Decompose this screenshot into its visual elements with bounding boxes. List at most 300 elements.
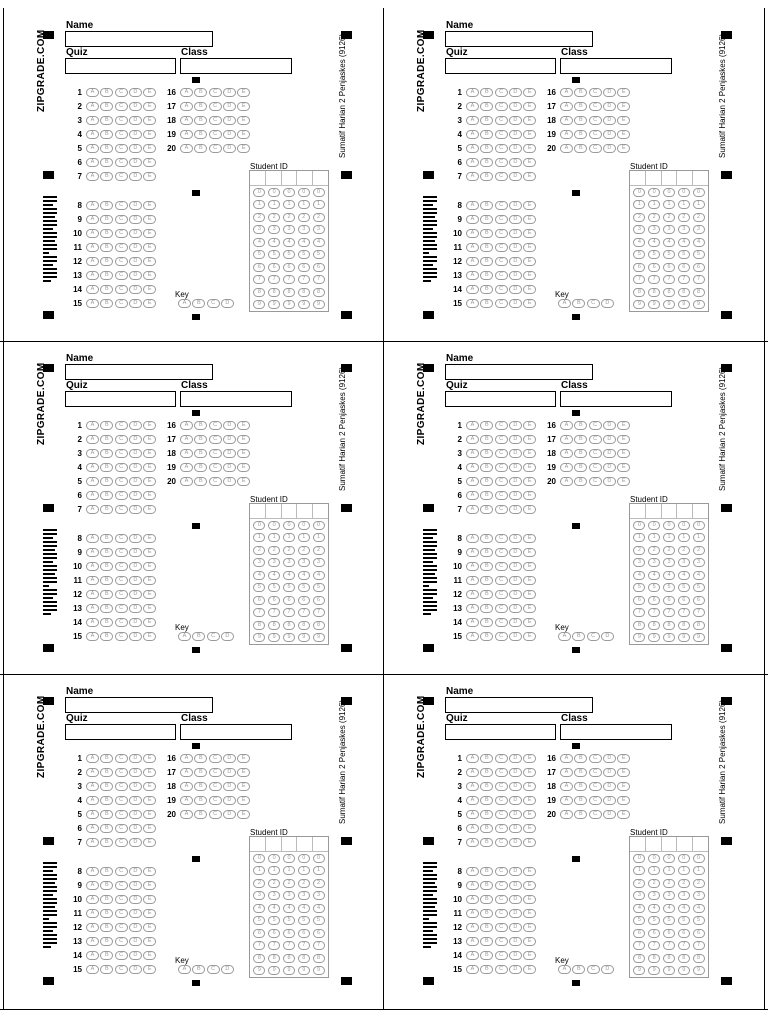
answer-bubble-d[interactable]: D [129, 534, 142, 543]
answer-bubble-c[interactable]: C [495, 754, 508, 763]
student-id-bubble[interactable]: 7 [253, 275, 265, 284]
answer-bubble-b[interactable]: B [194, 144, 207, 153]
student-id-bubble[interactable]: 9 [663, 966, 675, 975]
answer-bubble-a[interactable]: A [86, 951, 99, 960]
answer-bubble-b[interactable]: B [100, 937, 113, 946]
student-id-bubble[interactable]: 1 [693, 533, 705, 542]
student-id-bubble[interactable]: 6 [648, 263, 660, 272]
answer-bubble-a[interactable]: A [86, 590, 99, 599]
answer-bubble-c[interactable]: C [589, 754, 602, 763]
answer-bubble-e[interactable]: E [617, 88, 630, 97]
answer-bubble-b[interactable]: B [480, 449, 493, 458]
student-id-bubble[interactable]: 1 [298, 200, 310, 209]
answer-bubble-c[interactable]: C [115, 172, 128, 181]
answer-bubble-e[interactable]: E [617, 782, 630, 791]
answer-bubble-d[interactable]: D [223, 144, 236, 153]
key-bubble-a[interactable]: A [558, 299, 571, 308]
answer-bubble-b[interactable]: B [100, 229, 113, 238]
answer-bubble-b[interactable]: B [480, 632, 493, 641]
answer-bubble-e[interactable]: E [523, 867, 536, 876]
student-id-bubble[interactable]: 6 [298, 929, 310, 938]
answer-bubble-c[interactable]: C [589, 796, 602, 805]
answer-bubble-c[interactable]: C [495, 201, 508, 210]
answer-bubble-c[interactable]: C [495, 937, 508, 946]
answer-bubble-b[interactable]: B [194, 88, 207, 97]
answer-bubble-d[interactable]: D [223, 754, 236, 763]
student-id-bubble[interactable]: 0 [633, 854, 645, 863]
answer-bubble-b[interactable]: B [480, 796, 493, 805]
student-id-bubble[interactable]: 2 [663, 879, 675, 888]
answer-bubble-b[interactable]: B [100, 449, 113, 458]
student-id-bubble[interactable]: 5 [298, 916, 310, 925]
student-id-bubble[interactable]: 9 [298, 966, 310, 975]
answer-bubble-c[interactable]: C [209, 102, 222, 111]
student-id-bubble[interactable]: 6 [678, 263, 690, 272]
answer-bubble-d[interactable]: D [129, 548, 142, 557]
student-id-bubble[interactable]: 0 [283, 188, 295, 197]
answer-bubble-b[interactable]: B [194, 754, 207, 763]
answer-bubble-e[interactable]: E [617, 810, 630, 819]
answer-bubble-d[interactable]: D [509, 172, 522, 181]
answer-bubble-a[interactable]: A [180, 102, 193, 111]
answer-bubble-b[interactable]: B [100, 923, 113, 932]
answer-bubble-b[interactable]: B [100, 215, 113, 224]
student-id-bubble[interactable]: 1 [253, 866, 265, 875]
answer-bubble-a[interactable]: A [560, 754, 573, 763]
answer-bubble-e[interactable]: E [237, 421, 250, 430]
student-id-bubble[interactable]: 4 [253, 904, 265, 913]
answer-bubble-b[interactable]: B [480, 965, 493, 974]
student-id-bubble[interactable]: 1 [693, 200, 705, 209]
answer-bubble-e[interactable]: E [523, 102, 536, 111]
student-id-bubble[interactable]: 6 [268, 263, 280, 272]
answer-bubble-b[interactable]: B [100, 243, 113, 252]
answer-bubble-b[interactable]: B [480, 909, 493, 918]
answer-bubble-e[interactable]: E [523, 201, 536, 210]
key-bubble-b[interactable]: B [192, 965, 205, 974]
answer-bubble-d[interactable]: D [603, 768, 616, 777]
answer-bubble-c[interactable]: C [495, 257, 508, 266]
answer-bubble-b[interactable]: B [100, 257, 113, 266]
student-id-bubble[interactable]: 5 [253, 916, 265, 925]
student-id-bubble[interactable]: 9 [298, 633, 310, 642]
student-id-box[interactable] [297, 171, 313, 185]
student-id-bubble[interactable]: 0 [663, 854, 675, 863]
answer-bubble-a[interactable]: A [180, 477, 193, 486]
answer-bubble-c[interactable]: C [495, 796, 508, 805]
student-id-bubble[interactable]: 1 [678, 866, 690, 875]
student-id-bubble[interactable]: 8 [648, 288, 660, 297]
student-id-bubble[interactable]: 4 [298, 571, 310, 580]
answer-bubble-e[interactable]: E [143, 576, 156, 585]
answer-bubble-b[interactable]: B [480, 102, 493, 111]
student-id-bubble[interactable]: 6 [313, 263, 325, 272]
answer-bubble-a[interactable]: A [466, 895, 479, 904]
student-id-bubble[interactable]: 2 [648, 546, 660, 555]
answer-bubble-a[interactable]: A [560, 421, 573, 430]
answer-bubble-c[interactable]: C [495, 130, 508, 139]
student-id-bubble[interactable]: 2 [678, 213, 690, 222]
answer-bubble-b[interactable]: B [480, 299, 493, 308]
student-id-bubble[interactable]: 0 [663, 521, 675, 530]
answer-bubble-b[interactable]: B [480, 604, 493, 613]
answer-bubble-b[interactable]: B [480, 881, 493, 890]
answer-bubble-c[interactable]: C [115, 632, 128, 641]
student-id-bubble[interactable]: 7 [648, 941, 660, 950]
student-id-bubble[interactable]: 9 [268, 966, 280, 975]
student-id-bubble[interactable]: 2 [268, 546, 280, 555]
answer-bubble-b[interactable]: B [194, 421, 207, 430]
answer-bubble-a[interactable]: A [180, 421, 193, 430]
answer-bubble-b[interactable]: B [194, 477, 207, 486]
student-id-bubble[interactable]: 8 [678, 954, 690, 963]
answer-bubble-a[interactable]: A [86, 299, 99, 308]
answer-bubble-e[interactable]: E [523, 491, 536, 500]
answer-bubble-c[interactable]: C [115, 299, 128, 308]
answer-bubble-d[interactable]: D [223, 421, 236, 430]
answer-bubble-b[interactable]: B [574, 796, 587, 805]
answer-bubble-e[interactable]: E [143, 88, 156, 97]
answer-bubble-b[interactable]: B [100, 102, 113, 111]
answer-bubble-b[interactable]: B [574, 435, 587, 444]
student-id-bubble[interactable]: 9 [633, 300, 645, 309]
answer-bubble-c[interactable]: C [495, 632, 508, 641]
answer-bubble-d[interactable]: D [129, 838, 142, 847]
student-id-bubble[interactable]: 6 [633, 596, 645, 605]
answer-bubble-c[interactable]: C [495, 144, 508, 153]
student-id-bubble[interactable]: 8 [633, 288, 645, 297]
answer-bubble-a[interactable]: A [466, 548, 479, 557]
answer-bubble-e[interactable]: E [523, 590, 536, 599]
answer-bubble-d[interactable]: D [509, 463, 522, 472]
answer-bubble-c[interactable]: C [589, 116, 602, 125]
answer-bubble-a[interactable]: A [560, 435, 573, 444]
student-id-bubble[interactable]: 7 [678, 608, 690, 617]
answer-bubble-c[interactable]: C [495, 435, 508, 444]
answer-bubble-d[interactable]: D [509, 88, 522, 97]
student-id-bubble[interactable]: 0 [633, 521, 645, 530]
answer-bubble-b[interactable]: B [100, 534, 113, 543]
student-id-bubble[interactable]: 2 [313, 213, 325, 222]
student-id-bubble[interactable]: 1 [268, 866, 280, 875]
answer-bubble-d[interactable]: D [509, 243, 522, 252]
answer-bubble-c[interactable]: C [115, 838, 128, 847]
student-id-bubble[interactable]: 2 [633, 879, 645, 888]
answer-bubble-a[interactable]: A [466, 754, 479, 763]
answer-bubble-d[interactable]: D [603, 116, 616, 125]
student-id-bubble[interactable]: 9 [253, 300, 265, 309]
student-id-bubble[interactable]: 3 [253, 558, 265, 567]
student-id-bubble[interactable]: 0 [678, 854, 690, 863]
answer-bubble-c[interactable]: C [115, 548, 128, 557]
answer-bubble-e[interactable]: E [143, 449, 156, 458]
answer-bubble-b[interactable]: B [480, 754, 493, 763]
answer-bubble-e[interactable]: E [237, 477, 250, 486]
answer-bubble-c[interactable]: C [209, 421, 222, 430]
student-id-bubble[interactable]: 7 [633, 941, 645, 950]
answer-bubble-a[interactable]: A [86, 130, 99, 139]
answer-bubble-d[interactable]: D [223, 88, 236, 97]
answer-bubble-c[interactable]: C [495, 909, 508, 918]
answer-bubble-c[interactable]: C [495, 895, 508, 904]
answer-bubble-b[interactable]: B [100, 754, 113, 763]
answer-bubble-e[interactable]: E [237, 435, 250, 444]
answer-bubble-c[interactable]: C [115, 477, 128, 486]
answer-bubble-d[interactable]: D [509, 285, 522, 294]
answer-bubble-d[interactable]: D [509, 895, 522, 904]
answer-bubble-e[interactable]: E [143, 285, 156, 294]
answer-bubble-b[interactable]: B [480, 505, 493, 514]
quiz-field[interactable] [65, 724, 176, 740]
answer-bubble-b[interactable]: B [480, 923, 493, 932]
student-id-bubble[interactable]: 8 [253, 954, 265, 963]
student-id-bubble[interactable]: 3 [283, 225, 295, 234]
student-id-bubble[interactable]: 4 [648, 238, 660, 247]
answer-bubble-a[interactable]: A [466, 937, 479, 946]
answer-bubble-d[interactable]: D [223, 796, 236, 805]
student-id-bubble[interactable]: 7 [268, 608, 280, 617]
answer-bubble-e[interactable]: E [523, 257, 536, 266]
answer-bubble-c[interactable]: C [495, 116, 508, 125]
student-id-bubble[interactable]: 9 [313, 633, 325, 642]
student-id-bubble[interactable]: 3 [253, 225, 265, 234]
answer-bubble-e[interactable]: E [143, 435, 156, 444]
answer-bubble-e[interactable]: E [237, 130, 250, 139]
answer-bubble-d[interactable]: D [129, 505, 142, 514]
answer-bubble-e[interactable]: E [523, 824, 536, 833]
answer-bubble-b[interactable]: B [100, 299, 113, 308]
student-id-bubble[interactable]: 2 [648, 879, 660, 888]
student-id-bubble[interactable]: 2 [693, 546, 705, 555]
answer-bubble-d[interactable]: D [509, 215, 522, 224]
student-id-bubble[interactable]: 1 [268, 533, 280, 542]
key-bubble-b[interactable]: B [192, 299, 205, 308]
student-id-bubble[interactable]: 4 [268, 571, 280, 580]
answer-bubble-a[interactable]: A [86, 172, 99, 181]
answer-bubble-c[interactable]: C [115, 158, 128, 167]
answer-bubble-b[interactable]: B [194, 768, 207, 777]
student-id-bubble[interactable]: 9 [693, 966, 705, 975]
answer-bubble-e[interactable]: E [523, 937, 536, 946]
answer-bubble-d[interactable]: D [603, 754, 616, 763]
answer-bubble-d[interactable]: D [223, 449, 236, 458]
answer-bubble-a[interactable]: A [466, 491, 479, 500]
student-id-bubble[interactable]: 9 [648, 300, 660, 309]
key-bubble-b[interactable]: B [572, 965, 585, 974]
student-id-bubble[interactable]: 2 [298, 546, 310, 555]
student-id-bubble[interactable]: 2 [693, 213, 705, 222]
answer-bubble-b[interactable]: B [480, 285, 493, 294]
student-id-bubble[interactable]: 6 [313, 929, 325, 938]
student-id-bubble[interactable]: 4 [268, 904, 280, 913]
answer-bubble-b[interactable]: B [480, 144, 493, 153]
answer-bubble-e[interactable]: E [143, 768, 156, 777]
student-id-bubble[interactable]: 1 [678, 533, 690, 542]
answer-bubble-e[interactable]: E [143, 796, 156, 805]
answer-bubble-b[interactable]: B [100, 881, 113, 890]
student-id-bubble[interactable]: 0 [693, 188, 705, 197]
answer-bubble-b[interactable]: B [100, 505, 113, 514]
key-bubble-b[interactable]: B [572, 299, 585, 308]
answer-bubble-a[interactable]: A [560, 810, 573, 819]
student-id-bubble[interactable]: 9 [268, 633, 280, 642]
answer-bubble-e[interactable]: E [143, 158, 156, 167]
answer-bubble-b[interactable]: B [480, 867, 493, 876]
answer-bubble-c[interactable]: C [495, 604, 508, 613]
answer-bubble-a[interactable]: A [560, 116, 573, 125]
student-id-bubble[interactable]: 6 [283, 263, 295, 272]
student-id-bubble[interactable]: 8 [268, 288, 280, 297]
answer-bubble-c[interactable]: C [589, 810, 602, 819]
answer-bubble-e[interactable]: E [143, 965, 156, 974]
student-id-bubble[interactable]: 3 [633, 558, 645, 567]
student-id-bubble[interactable]: 7 [268, 941, 280, 950]
answer-bubble-b[interactable]: B [100, 477, 113, 486]
answer-bubble-e[interactable]: E [523, 548, 536, 557]
answer-bubble-a[interactable]: A [466, 796, 479, 805]
student-id-bubble[interactable]: 8 [283, 621, 295, 630]
answer-bubble-a[interactable]: A [86, 782, 99, 791]
student-id-bubble[interactable]: 9 [648, 633, 660, 642]
student-id-bubble[interactable]: 9 [678, 633, 690, 642]
answer-bubble-d[interactable]: D [129, 754, 142, 763]
student-id-bubble[interactable]: 7 [253, 941, 265, 950]
answer-bubble-d[interactable]: D [129, 618, 142, 627]
key-bubble-a[interactable]: A [558, 632, 571, 641]
answer-bubble-d[interactable]: D [129, 299, 142, 308]
answer-bubble-e[interactable]: E [143, 951, 156, 960]
answer-bubble-c[interactable]: C [209, 463, 222, 472]
student-id-bubble[interactable]: 5 [663, 583, 675, 592]
student-id-bubble[interactable]: 3 [663, 891, 675, 900]
student-id-box[interactable] [297, 504, 313, 518]
answer-bubble-e[interactable]: E [617, 449, 630, 458]
answer-bubble-d[interactable]: D [129, 449, 142, 458]
student-id-bubble[interactable]: 1 [298, 533, 310, 542]
answer-bubble-a[interactable]: A [466, 965, 479, 974]
student-id-bubble[interactable]: 3 [693, 225, 705, 234]
answer-bubble-d[interactable]: D [509, 421, 522, 430]
student-id-bubble[interactable]: 2 [298, 879, 310, 888]
answer-bubble-a[interactable]: A [86, 158, 99, 167]
student-id-bubble[interactable]: 5 [648, 916, 660, 925]
answer-bubble-d[interactable]: D [603, 88, 616, 97]
student-id-bubble[interactable]: 5 [268, 916, 280, 925]
student-id-bubble[interactable]: 5 [648, 250, 660, 259]
answer-bubble-e[interactable]: E [617, 421, 630, 430]
student-id-bubble[interactable]: 3 [663, 225, 675, 234]
answer-bubble-b[interactable]: B [480, 88, 493, 97]
answer-bubble-a[interactable]: A [180, 88, 193, 97]
student-id-bubble[interactable]: 3 [693, 891, 705, 900]
answer-bubble-a[interactable]: A [86, 435, 99, 444]
answer-bubble-e[interactable]: E [523, 285, 536, 294]
answer-bubble-e[interactable]: E [523, 243, 536, 252]
answer-bubble-c[interactable]: C [589, 435, 602, 444]
student-id-bubble[interactable]: 4 [298, 904, 310, 913]
class-field[interactable] [560, 391, 672, 407]
student-id-box[interactable] [630, 171, 646, 185]
answer-bubble-d[interactable]: D [129, 130, 142, 139]
student-id-box[interactable] [693, 837, 708, 851]
answer-bubble-e[interactable]: E [523, 909, 536, 918]
answer-bubble-e[interactable]: E [523, 838, 536, 847]
student-id-bubble[interactable]: 4 [268, 238, 280, 247]
answer-bubble-a[interactable]: A [466, 257, 479, 266]
answer-bubble-a[interactable]: A [86, 604, 99, 613]
answer-bubble-b[interactable]: B [574, 449, 587, 458]
answer-bubble-d[interactable]: D [509, 618, 522, 627]
student-id-bubble[interactable]: 6 [253, 596, 265, 605]
answer-bubble-d[interactable]: D [603, 810, 616, 819]
answer-bubble-d[interactable]: D [509, 768, 522, 777]
answer-bubble-a[interactable]: A [560, 782, 573, 791]
answer-bubble-a[interactable]: A [466, 604, 479, 613]
answer-bubble-e[interactable]: E [617, 144, 630, 153]
student-id-bubble[interactable]: 1 [633, 533, 645, 542]
key-bubble-d[interactable]: D [601, 299, 614, 308]
answer-bubble-c[interactable]: C [495, 243, 508, 252]
answer-bubble-a[interactable]: A [180, 754, 193, 763]
student-id-bubble[interactable]: 1 [298, 866, 310, 875]
answer-bubble-c[interactable]: C [115, 562, 128, 571]
answer-bubble-e[interactable]: E [523, 144, 536, 153]
student-id-bubble[interactable]: 8 [633, 954, 645, 963]
answer-bubble-b[interactable]: B [480, 257, 493, 266]
answer-bubble-d[interactable]: D [223, 810, 236, 819]
student-id-bubble[interactable]: 9 [663, 633, 675, 642]
answer-bubble-c[interactable]: C [495, 881, 508, 890]
answer-bubble-e[interactable]: E [143, 782, 156, 791]
student-id-bubble[interactable]: 5 [693, 583, 705, 592]
answer-bubble-c[interactable]: C [589, 477, 602, 486]
answer-bubble-a[interactable]: A [560, 88, 573, 97]
answer-bubble-c[interactable]: C [495, 102, 508, 111]
answer-bubble-c[interactable]: C [589, 88, 602, 97]
answer-bubble-a[interactable]: A [86, 632, 99, 641]
student-id-bubble[interactable]: 2 [253, 879, 265, 888]
answer-bubble-a[interactable]: A [86, 491, 99, 500]
answer-bubble-a[interactable]: A [86, 965, 99, 974]
answer-bubble-a[interactable]: A [466, 116, 479, 125]
answer-bubble-d[interactable]: D [509, 477, 522, 486]
answer-bubble-e[interactable]: E [523, 895, 536, 904]
answer-bubble-d[interactable]: D [129, 201, 142, 210]
student-id-bubble[interactable]: 6 [253, 929, 265, 938]
student-id-bubble[interactable]: 5 [633, 583, 645, 592]
answer-bubble-a[interactable]: A [466, 618, 479, 627]
answer-bubble-e[interactable]: E [237, 463, 250, 472]
answer-bubble-a[interactable]: A [180, 463, 193, 472]
student-id-bubble[interactable]: 6 [678, 929, 690, 938]
answer-bubble-d[interactable]: D [129, 158, 142, 167]
answer-bubble-b[interactable]: B [100, 285, 113, 294]
answer-bubble-b[interactable]: B [100, 158, 113, 167]
answer-bubble-a[interactable]: A [466, 782, 479, 791]
student-id-bubble[interactable]: 9 [253, 633, 265, 642]
student-id-bubble[interactable]: 1 [313, 533, 325, 542]
student-id-bubble[interactable]: 0 [268, 854, 280, 863]
student-id-bubble[interactable]: 6 [693, 929, 705, 938]
answer-bubble-a[interactable]: A [466, 130, 479, 139]
student-id-bubble[interactable]: 3 [313, 891, 325, 900]
answer-bubble-d[interactable]: D [509, 548, 522, 557]
answer-bubble-c[interactable]: C [209, 796, 222, 805]
answer-bubble-e[interactable]: E [143, 923, 156, 932]
student-id-bubble[interactable]: 9 [283, 633, 295, 642]
answer-bubble-b[interactable]: B [100, 632, 113, 641]
answer-bubble-b[interactable]: B [100, 796, 113, 805]
